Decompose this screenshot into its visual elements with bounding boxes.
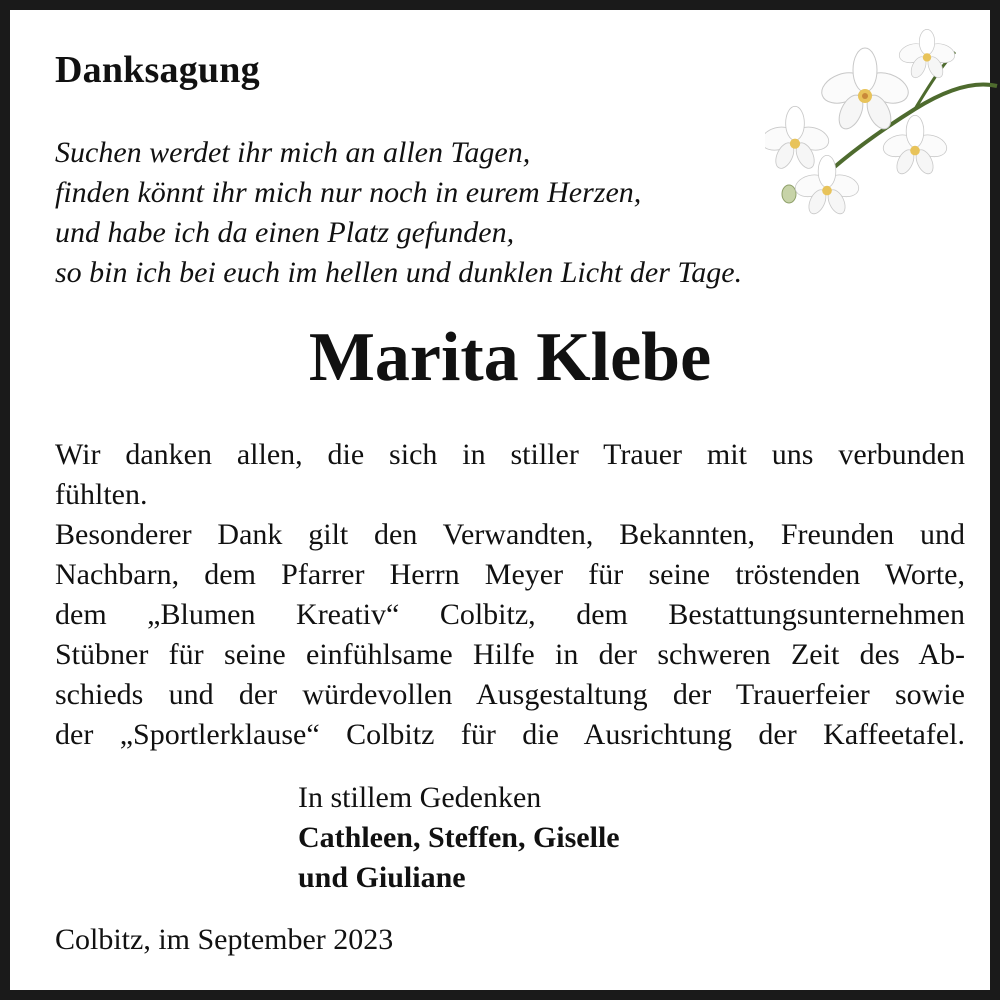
poem-line: Suchen werdet ihr mich an allen Tagen, [55,136,531,169]
poem-line: so bin ich bei euch im hellen und dunklen Licht der Tage. [55,256,743,289]
signature-names: Cathleen, Steffen, Giselle [298,821,620,854]
signature-intro: In stillem Gedenken [298,781,542,814]
poem [55,133,742,293]
thanks-line: Wir danken allen, die sich in stiller Trauer mit uns verbunden [55,438,965,471]
deceased-name: Marita Klebe [308,319,712,396]
thanks-line: schieds und der würdevollen Ausgestaltung der Trauerfeier sowie [55,678,965,711]
thanks-line: dem „Blumen Kreativ“ Colbitz, dem Bestattungsunternehmen [55,598,965,631]
place-date: Colbitz, im September 2023 [55,923,394,956]
white-orchid-icon [765,24,1000,224]
thanks-line: fühlten. [55,478,148,511]
notice-heading: Danksagung [55,49,260,91]
poem-line: finden könnt ihr mich nur noch in eurem Herzen, [55,176,642,209]
thanks-line: Stübner für seine einfühlsame Hilfe in der schweren Zeit des Ab- [55,638,965,671]
thanks-text [55,435,965,755]
signature-block [298,778,620,898]
thanks-line: der „Sportlerklause“ Colbitz für die Ausrichtung der Kaffeetafel. [55,718,965,751]
signature-names: und Giuliane [298,861,466,894]
poem-line: und habe ich da einen Platz gefunden, [55,216,515,249]
thanks-line: Nachbarn, dem Pfarrer Herrn Meyer für seine tröstenden Worte, [55,558,965,591]
thanks-line: Besonderer Dank gilt den Verwandten, Bekannten, Freunden und [55,518,965,551]
